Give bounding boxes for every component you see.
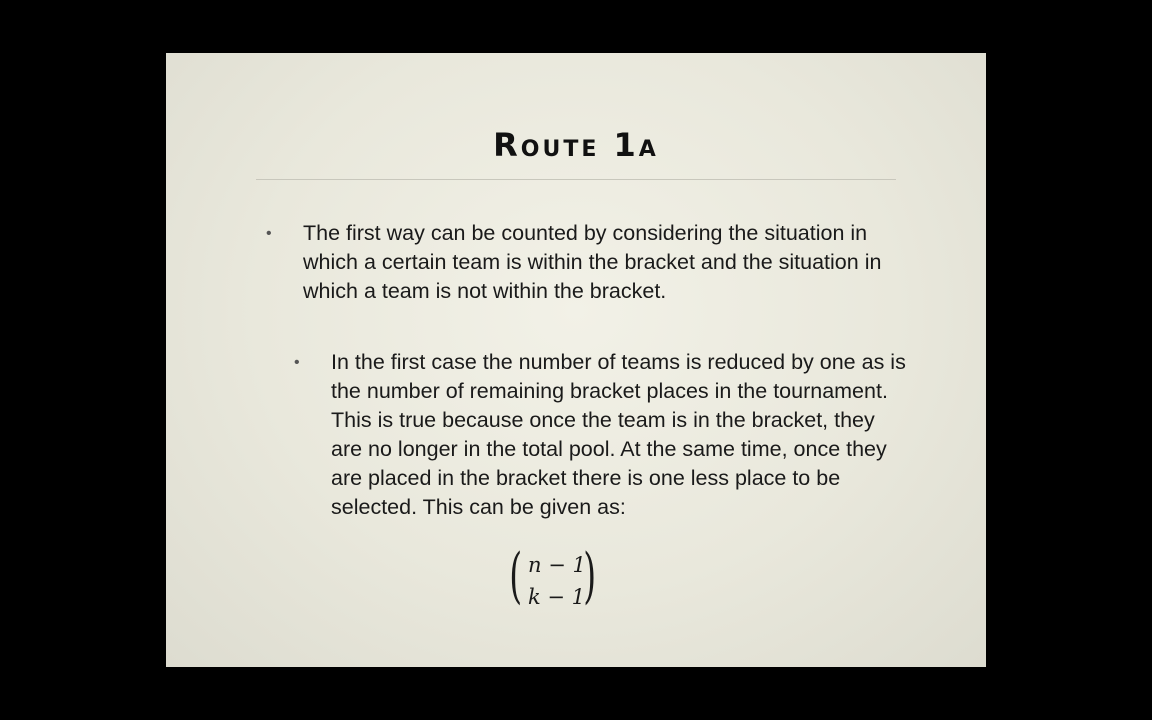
binomial-formula — [508, 541, 598, 615]
bullet-text: In the first case the number of teams is reduced by one as is the number of remaining bracket places in the tournament. This is true because once the team is in the bracket, they are no longer in the total pool. At the same time, once they are placed in the bracket there is one less place to be selected. This can be given as: — [331, 350, 906, 519]
bullet-marker: • — [294, 354, 300, 371]
formula-left-paren: ( — [509, 541, 523, 611]
slide-title: Route 1a — [493, 126, 659, 164]
title-divider — [256, 179, 896, 180]
formula-top: n − 1 — [528, 553, 586, 577]
bullet-text: The first way can be counted by considering the situation in which a certain team is within the bracket and the situation in which a team is not within the bracket. — [303, 221, 882, 303]
bullet-marker: • — [266, 225, 272, 242]
slide — [166, 53, 986, 667]
formula-right-paren: ) — [583, 541, 597, 611]
formula-bottom: k − 1 — [528, 585, 586, 609]
